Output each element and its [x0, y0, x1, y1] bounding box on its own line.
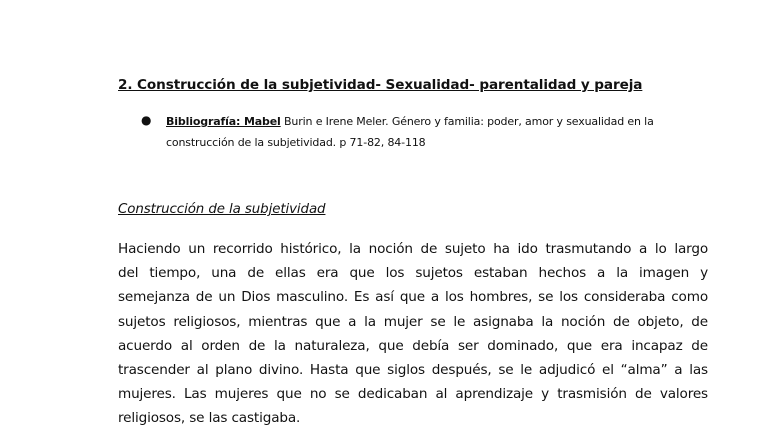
paragraph-line: trascender al plano divino. Hasta que siglos después, se le adjudicó el “alma” a las	[118, 362, 708, 379]
paragraph-line: Haciendo un recorrido histórico, la noción de sujeto ha ido trasmutando a lo largo	[118, 241, 708, 257]
paragraph-line: mujeres. Las mujeres que no se dedicaban al aprendizaje y trasmisión de valores	[118, 386, 708, 403]
bullet-icon: ●	[141, 113, 152, 127]
paragraph-line: del tiempo, una de ellas era que los sujetos estaban hechos a la imagen y	[118, 265, 708, 282]
subsection-title: Construcción de la subjetividad	[118, 202, 326, 217]
bibliography-label: Bibliografía: Mabel	[166, 115, 281, 128]
bibliography-reference: Burin e Irene Meler. Género y familia: poder, amor y sexualidad en la construcción de la subjetividad. p 71-82, 84-118	[166, 115, 654, 149]
paragraph-line: sujetos religiosos, mientras que a la mujer se le asignaba la noción de objeto, de	[118, 313, 708, 330]
paragraph-line: semejanza de un Dios masculino. Es así que a los hombres, se los consideraba como	[118, 289, 708, 306]
paragraph-line: acuerdo al orden de la naturaleza, que debía ser dominado, que era incapaz de	[118, 337, 708, 354]
section-heading: 2. Construcción de la subjetividad- Sexualidad- parentalidad y pareja	[118, 77, 643, 93]
paragraph-line: religiosos, se las castigaba.	[118, 410, 301, 427]
body-paragraph	[118, 237, 708, 431]
bibliography-text	[166, 111, 686, 153]
